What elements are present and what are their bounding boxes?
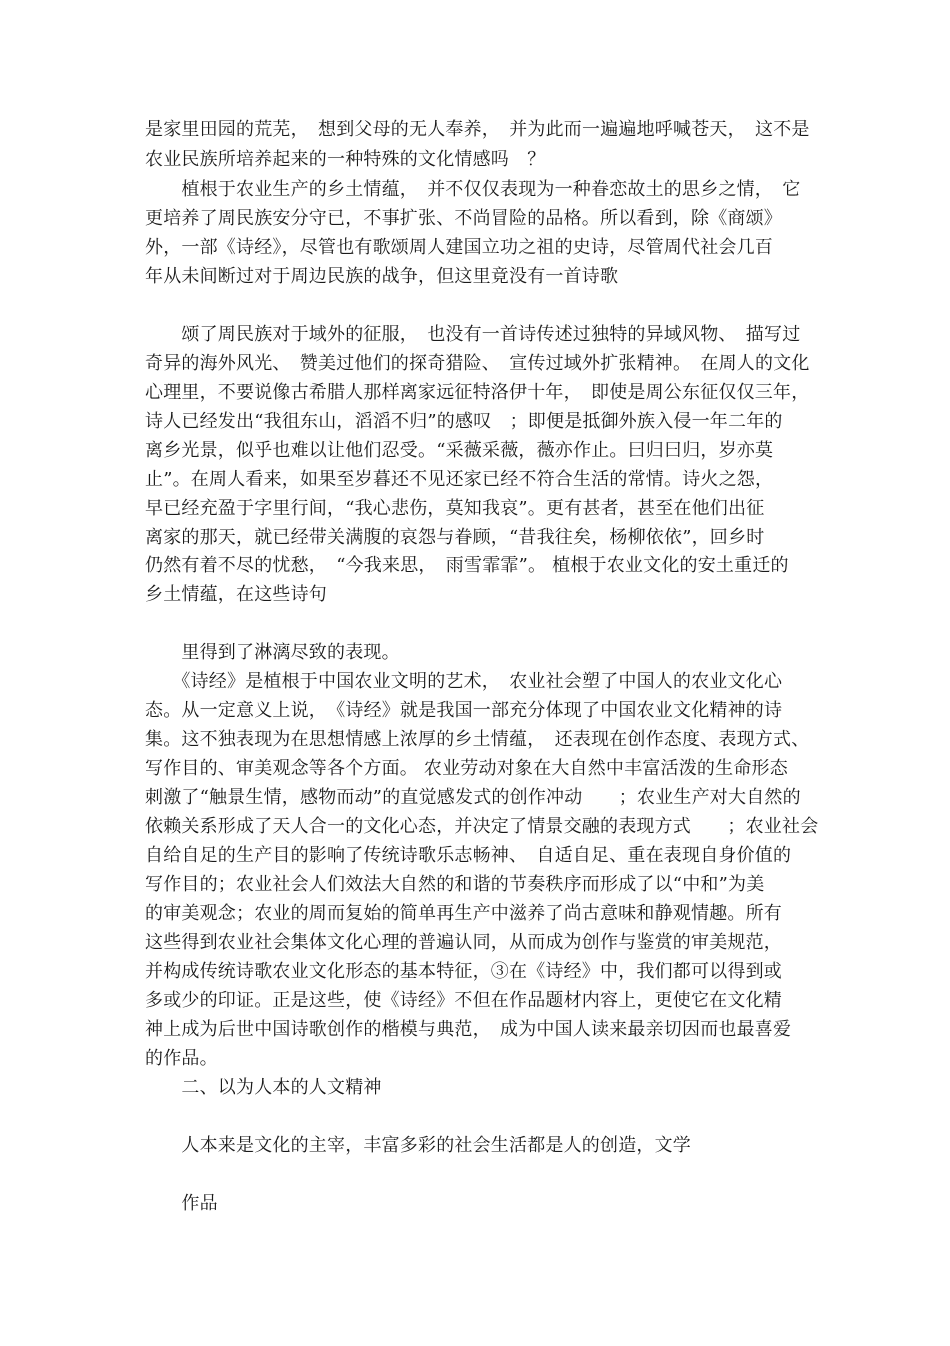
- text-line: 颂了周民族对于域外的征服， 也没有一首诗传述过独特的异域风物、 描写过: [145, 324, 801, 345]
- text-line: 年从未间断过对于周边民族的战争，但这里竟没有一首诗歌: [145, 266, 619, 287]
- text-line: 更培养了周民族安分守已，不事扩张、不尚冒险的品格。所以看到，除《商颂》: [145, 208, 782, 229]
- text-line: 植根于农业生产的乡土情蕴， 并不仅仅表现为一种眷恋故土的思乡之情， 它: [145, 179, 801, 200]
- text-line: 刺激了“触景生情，感物而动”的直觉感发式的创作冲动 ；农业生产对大自然的: [145, 787, 801, 808]
- text-line: 《诗经》是植根于中国农业文明的艺术， 农业社会塑了中国人的农业文化心: [145, 671, 783, 692]
- text-line: 是家里田园的荒芜， 想到父母的无人奉养， 并为此而一遍遍地呼喊苍天， 这不是: [145, 119, 810, 140]
- text-line: 乡土情蕴，在这些诗句: [145, 584, 327, 605]
- text-line: 依赖关系形成了天人合一的文化心态，并决定了情景交融的表现方式 ；农业社会: [145, 816, 819, 837]
- text-line: 多或少的印证。正是这些，使《诗经》不但在作品题材内容上，更使它在文化精: [145, 990, 782, 1011]
- text-line: 作品: [145, 1193, 218, 1214]
- text-line: 仍然有着不尽的忧愁， “今我来思， 雨雪霏霏”。 植根于农业文化的安土重迁的: [145, 555, 789, 576]
- text-line: 态。从一定意义上说， 《诗经》就是我国一部充分体现了中国农业文化精神的诗: [145, 700, 783, 721]
- text-line: 集。这不独表现为在思想情感上浓厚的乡土情蕴， 还表现在创作态度、表现方式、: [145, 729, 810, 750]
- text-line: 自给自足的生产目的影响了传统诗歌乐志畅神、 自适自足、重在表现自身价值的: [145, 845, 792, 866]
- text-line: 里得到了淋漓尽致的表现。: [145, 642, 400, 663]
- text-line: 农业民族所培养起来的一种特殊的文化情感吗 ？: [145, 149, 546, 170]
- text-line: 心理里，不要说像古希腊人那样离家远征特洛伊十年， 即使是周公东征仅仅三年，: [145, 382, 810, 403]
- text-line: 诗人已经发出“我徂东山，滔滔不归”的感叹 ；即便是抵御外族入侵一年二年的: [145, 411, 783, 432]
- text-line: 的审美观念；农业的周而复始的简单再生产中滋养了尚古意味和静观情趣。所有: [145, 903, 782, 924]
- text-line: 人本来是文化的主宰，丰富多彩的社会生活都是人的创造，文学: [145, 1135, 691, 1156]
- text-line: 早已经充盈于字里行间，“我心悲伤，莫知我哀”。更有甚者，甚至在他们出征: [145, 498, 765, 519]
- text-line: 并构成传统诗歌农业文化形态的基本特征，③在《诗经》中，我们都可以得到或: [145, 961, 782, 982]
- text-line: 这些得到农业社会集体文化心理的普遍认同，从而成为创作与鉴赏的审美规范，: [145, 932, 782, 953]
- text-line: 写作目的；农业社会人们效法大自然的和谐的节奏秩序而形成了以“中和”为美: [145, 874, 765, 895]
- text-line: 的作品。: [145, 1048, 218, 1069]
- text-line: 离乡光景，似乎也难以让他们忍受。“采薇采薇，薇亦作止。曰归曰归，岁亦莫: [145, 440, 774, 461]
- text-line: 外，一部《诗经》，尽管也有歌颂周人建国立功之祖的史诗，尽管周代社会几百: [145, 237, 773, 258]
- text-line: 离家的那天，就已经带关满腹的哀怨与眷顾，“昔我往矣，杨柳依依”，回乡时: [145, 527, 765, 548]
- section-heading: 二、以为人本的人文精神: [145, 1077, 382, 1098]
- text-line: 止”。在周人看来，如果至岁暮还不见还家已经不符合生活的常情。诗火之怨，: [145, 469, 774, 490]
- text-line: 神上成为后世中国诗歌创作的楷模与典范， 成为中国人读来最亲切因而也最喜爱: [145, 1019, 792, 1040]
- text-line: 写作目的、审美观念等各个方面。 农业劳动对象在大自然中丰富活泼的生命形态: [145, 758, 788, 779]
- text-line: 奇异的海外风光、 赞美过他们的探奇猎险、 宣传过域外扩张精神。 在周人的文化: [145, 353, 810, 374]
